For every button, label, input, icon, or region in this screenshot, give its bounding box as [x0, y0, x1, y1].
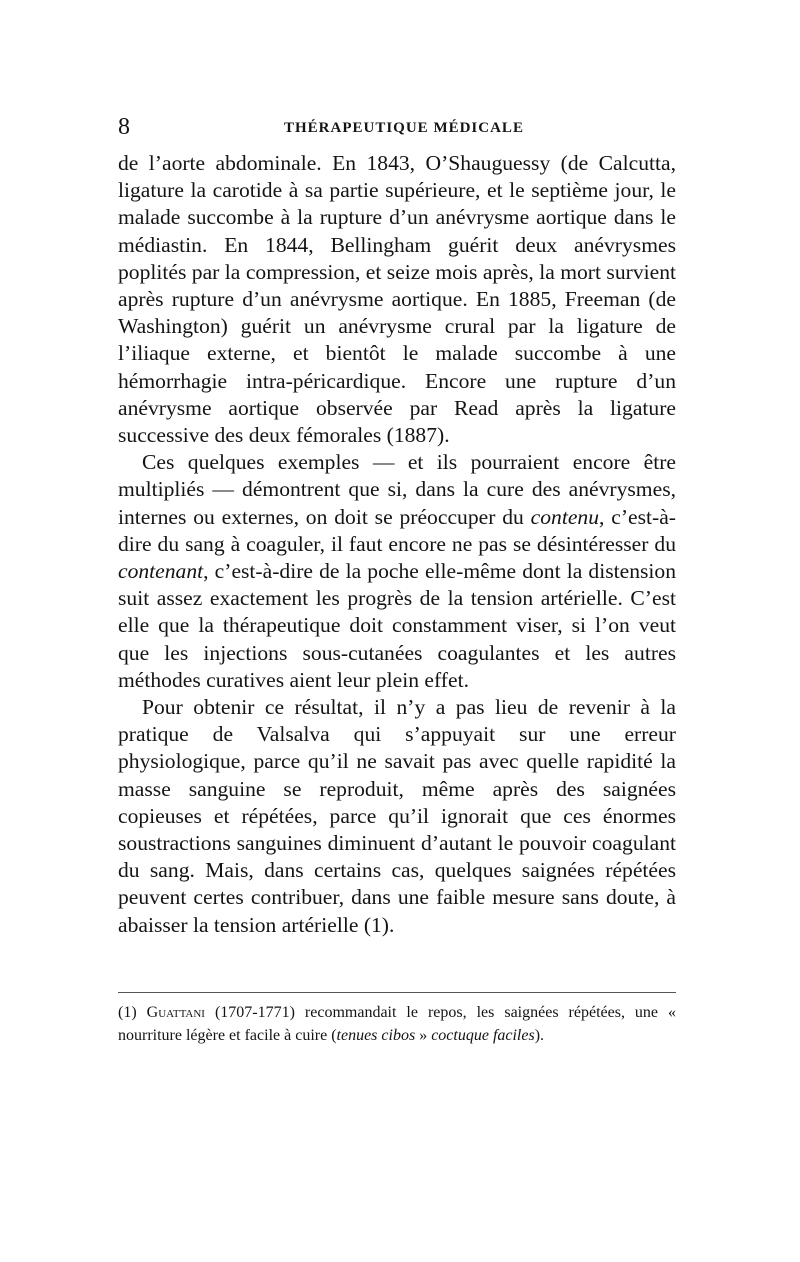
- footnote-author: Guattani: [146, 1004, 205, 1021]
- footnote-text-b: »: [415, 1026, 432, 1044]
- page-number: 8: [118, 114, 130, 140]
- footnote-1: [118, 1002, 676, 1047]
- footnote: [118, 1002, 676, 1047]
- emphasis-contenant: contenant: [118, 559, 204, 584]
- paragraph-2-part-c: , c’est-à-dire de la poche elle-même dont la distension suit assez exactement les progrès de la tension artérielle. C’est elle que la thérapeutique doit constamment viser, si l’on veut que les injections sous-cutanées coagulantes et les autres méthodes curatives aient leur plein effet.: [118, 559, 676, 692]
- running-title: THÉRAPEUTIQUE MÉDICALE: [284, 120, 524, 136]
- footnote-separator: [118, 992, 676, 993]
- footnote-text-c: ).: [534, 1026, 545, 1044]
- footnote-text-a: (1707-1771) recommandait le repos, les saignées répétées, une « nourriture légère et facile à cuire (: [118, 1004, 677, 1044]
- paragraph-2: [118, 449, 676, 694]
- footnote-marker: (1): [118, 1004, 137, 1021]
- paragraph-1: de l’aorte abdominale. En 1843, O’Shauguessy (de Calcutta, ligature la carotide à sa partie supérieure, et le septième jour, le malade succombe à la rupture d’un anévrysme aortique dans le médiastin. En 1844, Bellingham guérit deux anévrysmes poplités par la compression, et seize mois après, la mort survient après rupture d’un anévrysme aortique. En 1885, Freeman (de Washington) guérit un anévrysme crural par la ligature de l’iliaque externe, et bientôt le malade succombe à une hémorrhagie intra-péricardique. Encore une rupture d’un anévrysme aortique observée par Read après la ligature successive des deux fémorales (1887).: [118, 151, 676, 448]
- emphasis-contenu: contenu: [530, 504, 600, 529]
- paragraph-3: Pour obtenir ce résultat, il n’y a pas lieu de revenir à la pratique de Valsalva qui s’appuyait sur une erreur physiologique, parce qu’il ne savait pas avec quelle rapidité la masse sanguine se reproduit, même après des saignées copieuses et répétées, parce qu’il ignorait que ces énormes soustractions sanguines diminuent d’autant le pouvoir coagulant du sang. Mais, dans certains cas, quelques saignées répétées peuvent certes contribuer, dans une faible mesure sans doute, à abaisser la tension artérielle (1).: [118, 695, 676, 937]
- body-text: [118, 150, 676, 939]
- footnote-latin-2: coctuque faciles: [431, 1026, 535, 1044]
- page-header: [118, 112, 678, 142]
- footnote-latin-1: tenues cibos: [336, 1026, 416, 1044]
- paragraph-2-part-b: , c’est-à-dire du sang à coaguler, il faut encore ne pas se désintéresser du: [118, 504, 676, 556]
- paragraph-2-part-a: Ces quelques exemples — et ils pourraient encore être multipliés — démontrent que si, dans la cure des anévrysmes, internes ou externes, on doit se préoccuper du: [118, 450, 676, 529]
